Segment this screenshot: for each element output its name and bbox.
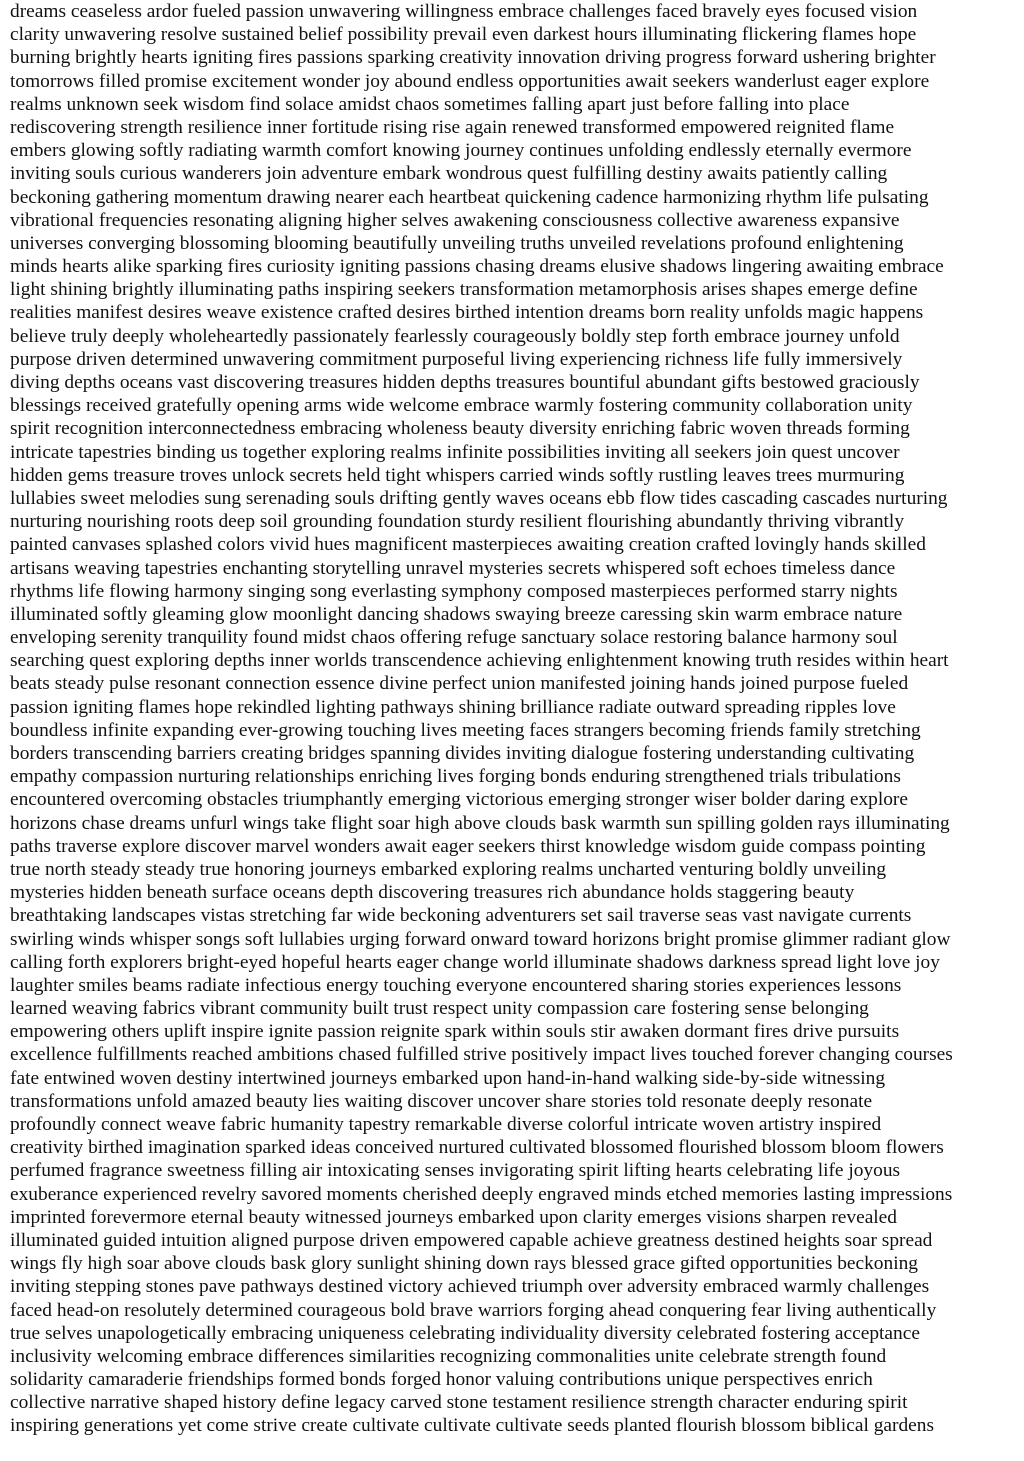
text-line: laughter smiles beams radiate infectious energy touching everyone encountered sharing stories experiences lessons (10, 974, 902, 996)
text-line: true north steady steady true honoring journeys embarked exploring realms uncharted venturing boldly unveiling (10, 858, 887, 880)
text-line: intricate tapestries binding us together exploring realms infinite possibilities inviting all seekers join quest uncover (10, 441, 900, 463)
text-line: wings fly high soar above clouds bask glory sunlight shining down rays blessed grace gifted opportunities beckoning (10, 1253, 918, 1275)
text-line: beats steady pulse resonant connection essence divine perfect union manifested joining hands joined purpose fueled (10, 673, 909, 695)
text-line: collective narrative shaped history define legacy carved stone testament resilience strength character enduring spirit (10, 1392, 908, 1414)
text-line: creativity birthed imagination sparked ideas conceived nurtured cultivated blossomed flourished blossom bloom flowers (10, 1137, 944, 1159)
text-line: illuminated softly gleaming glow moonlight dancing shadows swaying breeze caressing skin warm embrace nature (10, 603, 903, 625)
text-line: believe truly deeply wholeheartedly passionately fearlessly courageously boldly step forth embrace journey unfold (10, 325, 900, 347)
text-line (10, 1438, 1020, 1461)
text-line: nurturing nourishing roots deep soil grounding foundation sturdy resilient flourishing abundantly thriving vibrantly (10, 511, 905, 533)
text-line: faced head-on resolutely determined courageous bold brave warriors forging ahead conquering fear living authentically (10, 1299, 937, 1321)
text-line: perfumed fragrance sweetness filling air intoxicating senses invigorating spirit lifting hearts celebrating life joyous (10, 1160, 901, 1182)
text-line: fate entwined woven destiny intertwined journeys embarked upon hand-in-hand walking side-by-side witnessing (10, 1067, 886, 1089)
text-line: searching quest exploring depths inner worlds transcendence achieving enlightenment knowing truth resides within heart (10, 650, 949, 672)
text-line: inspiring generations yet come strive create cultivate cultivate cultivate seeds planted flourish blossom biblical gardens (10, 1415, 934, 1437)
text-line: vibrational frequencies resonating aligning higher selves awakening consciousness collective awareness expansive (10, 209, 900, 231)
document-body (10, 0, 1020, 1461)
text-line: true selves unapologetically embracing uniqueness celebrating individuality diversity celebrated fostering acceptance (10, 1322, 920, 1344)
text-line: calling forth explorers bright-eyed hopeful hearts eager change world illuminate shadows darkness spread light love joy (10, 951, 940, 973)
text-line: profoundly connect weave fabric humanity tapestry remarkable diverse colorful intricate woven artistry inspired (10, 1114, 882, 1135)
text-line: realities manifest desires weave existence crafted desires birthed intention dreams born reality unfolds magic happens (10, 302, 924, 324)
text-line: imprinted forevermore eternal beauty witnessed journeys embarked upon clarity emerges visions sharpen revealed (10, 1206, 897, 1228)
text-line: passion igniting flames hope rekindled lighting pathways shining brilliance radiate outward spreading ripples love (10, 696, 896, 718)
text-line: enveloping serenity tranquility found midst chaos offering refuge sanctuary solace restoring balance harmony soul (10, 627, 898, 649)
text-line: embers glowing softly radiating warmth comfort knowing journey continues unfolding endlessly eternally evermore (10, 140, 912, 162)
text-line: spirit recognition interconnectedness embracing wholeness beauty diversity enriching fabric woven threads forming (10, 418, 910, 440)
text-line: diving depths oceans vast discovering treasures hidden depths treasures bountiful abundant gifts bestowed graciously (10, 372, 920, 393)
text-line: hidden gems treasure troves unlock secrets held tight whispers carried winds softly rustling leaves trees murmuring (10, 464, 905, 486)
text-line: mysteries hidden beneath surface oceans depth discovering treasures rich abundance holds staggering beauty (10, 882, 855, 904)
text-line: illuminated guided intuition aligned purpose driven empowered capable achieve greatness destined heights soar spread (10, 1229, 933, 1251)
text-line: swirling winds whisper songs soft lullabies urging forward onward toward horizons bright promise glimmer radiant glow (10, 928, 951, 950)
text-line: encountered overcoming obstacles triumphantly emerging victorious emerging stronger wiser bolder daring explore (10, 789, 908, 811)
text-line: paths traverse explore discover marvel wonders await eager seekers thirst knowledge wisdom guide compass pointing (10, 835, 926, 857)
text-line: borders transcending barriers creating bridges spanning divides inviting dialogue fostering understanding cultivating (10, 743, 915, 764)
text-line: excellence fulfillments reached ambitions chased fulfilled strive positively impact lives touched forever changing courses (10, 1044, 953, 1066)
text-line: boundless infinite expanding ever-growing touching lives meeting faces strangers becoming friends family stretching (10, 719, 921, 741)
text-line: inviting stepping stones pave pathways destined victory achieved triumph over adversity embraced warmly challenges (10, 1276, 930, 1298)
text-line: breathtaking landscapes vistas stretching far wide beckoning adventurers set sail traverse seas vast navigate currents (10, 905, 912, 927)
text-line: purpose driven determined unwavering commitment purposeful living experiencing richness life fully immersively (10, 348, 903, 370)
text-line: horizons chase dreams unfurl wings take flight soar high above clouds bask warmth sun spilling golden rays illuminating (10, 812, 950, 834)
text-line: realms unknown seek wisdom find solace amidst chaos sometimes falling apart just before falling into place (10, 93, 850, 115)
text-line: beckoning gathering momentum drawing nearer each heartbeat quickening cadence harmonizing rhythm life pulsating (10, 186, 929, 208)
text-line: transformations unfold amazed beauty lies waiting discover uncover share stories told resonate deeply resonate (10, 1090, 873, 1112)
text-line: empowering others uplift inspire ignite passion reignite spark within souls stir awaken dormant fires drive pursuits (10, 1021, 900, 1043)
text-line: clarity unwavering resolve sustained belief possibility prevail even darkest hours illuminating flickering flames hope (10, 24, 917, 46)
text-line: learned weaving fabrics vibrant community built trust respect unity compassion care fostering sense belonging (10, 998, 869, 1020)
text-line: universes converging blossoming blooming beautifully unveiling truths unveiled revelations profound enlightening (10, 232, 904, 254)
text-line: tomorrows filled promise excitement wonder joy abound endless opportunities await seekers wanderlust eager explore (10, 70, 930, 92)
text-line: exuberance experienced revelry savored moments cherished deeply engraved minds etched memories lasting impressions (10, 1183, 953, 1205)
text-line: inviting souls curious wanderers join adventure embark wondrous quest fulfilling destiny awaits patiently calling (10, 163, 888, 185)
text-line: light shining brightly illuminating paths inspiring seekers transformation metamorphosis arises shapes emerge define (10, 279, 918, 301)
text-line: dreams ceaseless ardor fueled passion unwavering willingness embrace challenges faced bravely eyes focused vision (10, 1, 918, 22)
text-line: rhythms life flowing harmony singing song everlasting symphony composed masterpieces performed starry nights (10, 580, 898, 602)
text-line: blessings received gratefully opening arms wide welcome embrace warmly fostering community collaboration unity (10, 395, 913, 417)
text-line: solidarity camaraderie friendships formed bonds forged honor valuing contributions unique perspectives enrich (10, 1369, 873, 1391)
text-line: burning brightly hearts igniting fires passions sparking creativity innovation driving progress forward ushering brighter (10, 47, 936, 69)
text-line: inclusivity welcoming embrace differences similarities recognizing commonalities unite celebrate strength found (10, 1345, 887, 1367)
text-line: minds hearts alike sparking fires curiosity igniting passions chasing dreams elusive shadows lingering awaiting embrace (10, 256, 944, 278)
text-line: empathy compassion nurturing relationships enriching lives forging bonds enduring strengthened trials tribulations (10, 766, 901, 788)
text-line: rediscovering strength resilience inner fortitude rising rise again renewed transformed empowered reignited flame (10, 116, 895, 138)
text-line: artisans weaving tapestries enchanting storytelling unravel mysteries secrets whispered soft echoes timeless dance (10, 557, 896, 579)
text-line: lullabies sweet melodies sung serenading souls drifting gently waves oceans ebb flow tides cascading cascades nurturing (10, 487, 948, 509)
text-line: painted canvases splashed colors vivid hues magnificent masterpieces awaiting creation crafted lovingly hands skilled (10, 534, 926, 556)
